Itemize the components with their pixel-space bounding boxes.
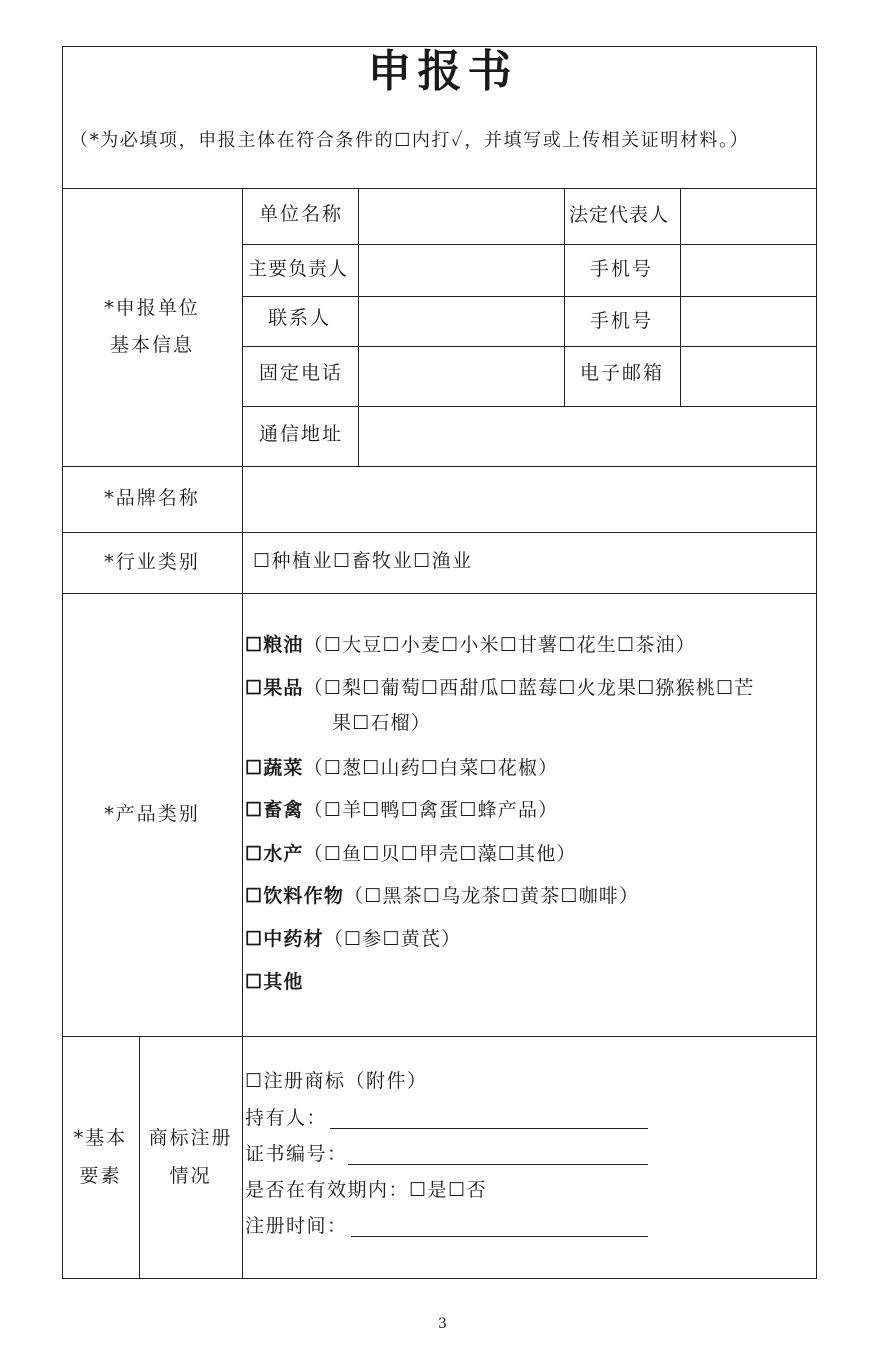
product-row-grain[interactable]: [245, 636, 696, 655]
holder-field[interactable]: [330, 1128, 648, 1129]
product-cat-other: ☐其他: [245, 971, 304, 993]
contact-label: 联系人: [268, 307, 332, 329]
industry-label-text: *行业类别: [104, 550, 200, 573]
registered-trademark-checkbox[interactable]: ☐注册商标（附件）: [245, 1070, 428, 1092]
product-items-fruit-cont[interactable]: 果☐石榴）: [332, 712, 432, 734]
divider: [358, 188, 359, 466]
product-items-grain: （☐大豆☐小麦☐小米☐甘薯☐花生☐茶油）: [303, 634, 696, 656]
product-items-aquatic: （☐鱼☐贝☐甲壳☐藻☐其他）: [303, 843, 577, 865]
industry-options[interactable]: ☐种植业☐畜牧业☐渔业: [253, 550, 473, 572]
divider: [680, 188, 681, 406]
address-label: 通信地址: [259, 423, 344, 445]
product-label-text: *产品类别: [104, 802, 200, 825]
validity-option[interactable]: 是否在有效期内：☐是☐否: [245, 1179, 488, 1201]
holder-label: 持有人：: [245, 1107, 328, 1129]
product-row-aquatic[interactable]: [245, 845, 577, 864]
basic-label-line1: *基本: [73, 1127, 128, 1150]
instruction-text: （*为必填项，申报主体在符合条件的☐内打✓，并填写或上传相关证明材料。）: [70, 130, 750, 151]
mobile-label-2: 手机号: [590, 310, 654, 332]
mobile-label-1: 手机号: [590, 258, 654, 280]
landline-label: 固定电话: [259, 362, 344, 384]
product-items-herb: （☐参☐黄芪）: [323, 928, 462, 950]
basic-label: [62, 1036, 139, 1279]
brand-label: [62, 466, 242, 532]
cert-no-label: 证书编号：: [245, 1143, 348, 1165]
product-row-fruit[interactable]: [245, 679, 754, 698]
product-cat-fruit: ☐果品: [245, 677, 304, 699]
divider: [242, 346, 817, 347]
product-cat-livestock: ☐畜禽: [245, 799, 304, 821]
product-cat-grain: ☐粮油: [245, 634, 304, 656]
divider: [242, 296, 817, 297]
unit-name-label: 单位名称: [259, 203, 344, 225]
legal-rep-label: 法定代表人: [569, 204, 670, 226]
divider: [242, 406, 817, 407]
cert-no-field[interactable]: [348, 1164, 648, 1165]
industry-label: [62, 532, 242, 593]
product-row-livestock[interactable]: [245, 801, 558, 820]
divider: [242, 244, 817, 245]
product-cat-veg: ☐蔬菜: [245, 757, 304, 779]
unit-info-label: [62, 188, 242, 466]
page-number: 3: [438, 1316, 447, 1332]
trademark-label-line2: 情况: [169, 1164, 212, 1187]
unit-info-label-line1: *申报单位: [104, 296, 200, 319]
product-row-veg[interactable]: [245, 759, 558, 778]
reg-time-label: 注册时间：: [245, 1215, 348, 1237]
product-row-herb[interactable]: [245, 930, 461, 949]
product-row-beverage[interactable]: [245, 887, 639, 906]
product-cat-herb: ☐中药材: [245, 928, 324, 950]
page-title: 申报书: [367, 46, 518, 97]
unit-info-label-line2: 基本信息: [109, 334, 194, 356]
email-label: 电子邮箱: [580, 362, 665, 384]
product-cat-aquatic: ☐水产: [245, 843, 304, 865]
divider: [564, 188, 565, 406]
trademark-label: [139, 1036, 242, 1279]
product-label: [62, 593, 242, 1036]
main-head-label: 主要负责人: [248, 258, 349, 280]
divider: [242, 188, 243, 1279]
product-items-fruit: （☐梨☐葡萄☐西甜瓜☐蓝莓☐火龙果☐猕猴桃☐芒: [303, 677, 755, 699]
basic-label-line2: 要素: [79, 1164, 122, 1187]
trademark-label-line1: 商标注册: [148, 1127, 233, 1150]
product-items-livestock: （☐羊☐鸭☐禽蛋☐蜂产品）: [303, 799, 559, 821]
reg-time-field[interactable]: [351, 1236, 648, 1237]
brand-label-text: *品牌名称: [104, 487, 200, 510]
product-items-veg: （☐葱☐山药☐白菜☐花椒）: [303, 757, 559, 779]
product-row-other[interactable]: [245, 973, 304, 992]
product-items-beverage: （☐黑茶☐乌龙茶☐黄茶☐咖啡）: [344, 885, 640, 907]
product-cat-beverage: ☐饮料作物: [245, 885, 345, 907]
